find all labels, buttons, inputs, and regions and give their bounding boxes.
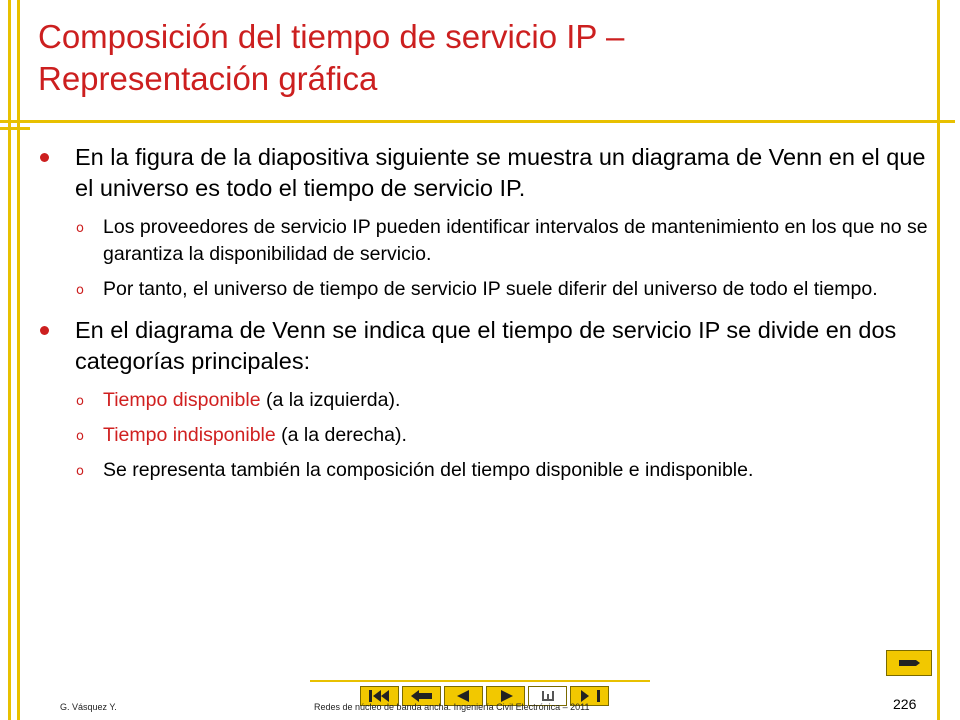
sub-bullet-2-3-text: Se representa también la composición del tiempo disponible e indisponible. (103, 459, 754, 481)
frame-line-top-2 (0, 127, 30, 130)
frame-line-left-outer (8, 0, 11, 720)
frame-line-right (937, 0, 940, 720)
sub-bullet-circle-icon: o (76, 221, 84, 236)
frame-line-top-1 (0, 120, 955, 123)
sub-bullet-1-1 (40, 214, 930, 268)
bullet-2 (40, 315, 930, 377)
sub-bullet-2-2-rest: (a la derecha). (275, 424, 407, 446)
bullet-1 (40, 142, 930, 204)
first-icon (367, 689, 393, 703)
sub-bullet-2-1-rest: (a la izquierda). (260, 389, 401, 411)
prev-icon (451, 689, 477, 703)
frame-line-left-inner (17, 0, 20, 720)
bullet-2-text: En el diagrama de Venn se indica que el tiempo de servicio IP se divide en dos categorías principales: (75, 317, 897, 374)
title-line-1: Composición del tiempo de servicio IP – (38, 18, 625, 55)
home-icon (535, 689, 561, 703)
last-icon (577, 689, 603, 703)
sub-bullet-circle-icon: o (76, 283, 84, 298)
sub-bullet-1-2-text: Por tanto, el universo de tiempo de servicio IP suele diferir del universo de todo el tiempo. (103, 278, 878, 300)
sub-bullet-circle-icon: o (76, 464, 84, 479)
sub-bullet-1-1-text: Los proveedores de servicio IP pueden identificar intervalos de mantenimiento en los que no se garantiza la disponibilidad de servicio. (103, 216, 928, 265)
exercise-button[interactable] (886, 650, 932, 676)
pencil-icon (898, 656, 920, 670)
sub-bullet-1-2 (40, 276, 930, 303)
unavailable-time-term: Tiempo indisponible (103, 424, 276, 446)
sub-bullet-2-1 (40, 387, 930, 414)
sub-bullet-circle-icon: o (76, 394, 84, 409)
sub-bullet-2-2 (40, 422, 930, 449)
slide-content (40, 142, 930, 492)
bullet-dot-icon (40, 153, 49, 162)
bullet-1-text: En la figura de la diapositiva siguiente se muestra un diagrama de Venn en el que el universo es todo el tiempo de servicio IP. (75, 144, 926, 201)
available-time-term: Tiempo disponible (103, 389, 261, 411)
title-line-2: Representación gráfica (38, 60, 378, 97)
bullet-dot-icon (40, 326, 49, 335)
sub-bullet-circle-icon: o (76, 429, 84, 444)
footer-course: Redes de núcleo de banda ancha. Ingeniería Civil Electrónica – 2011 (314, 702, 590, 712)
footer-divider (310, 680, 650, 682)
footer-author: G. Vásquez Y. (60, 702, 117, 712)
slide-title (38, 16, 918, 100)
next-icon (493, 689, 519, 703)
page-number: 226 (893, 696, 917, 712)
sub-bullet-2-3 (40, 457, 930, 484)
prev-section-icon (409, 689, 435, 703)
